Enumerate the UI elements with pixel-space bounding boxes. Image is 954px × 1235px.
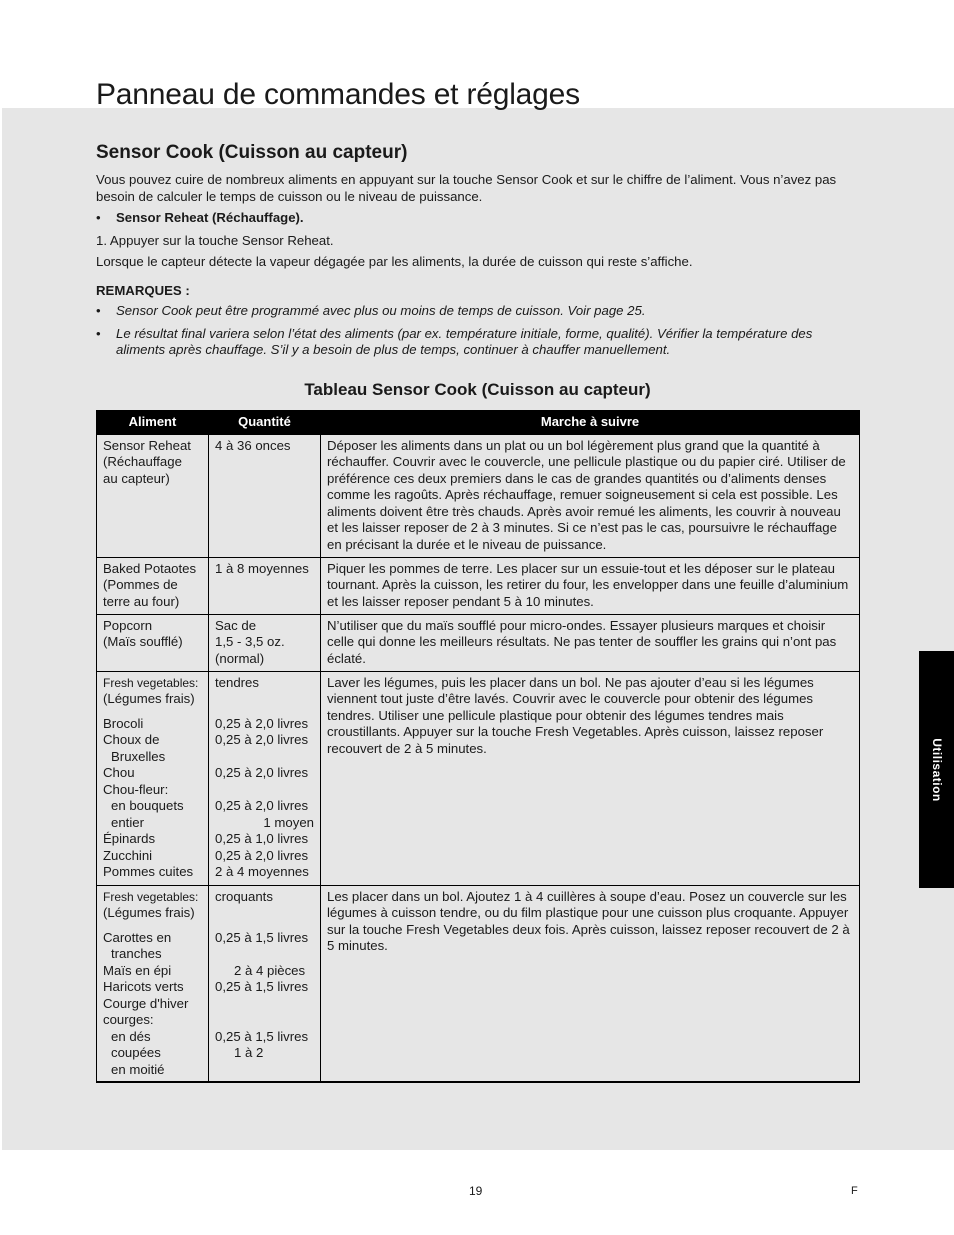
cell-aliment: [97, 557, 209, 614]
cell-line: 0,25 à 1,5 livres: [215, 1028, 309, 1044]
table-row: [97, 434, 860, 557]
cell-line: (Réchauffage: [103, 454, 182, 469]
cell-line: entier: [111, 814, 144, 830]
cell-line: en moitié: [111, 1061, 165, 1077]
cell-line: (Pommes de: [103, 577, 178, 592]
bullet-mark: •: [96, 303, 101, 318]
table-header-row: [97, 410, 860, 434]
cell-line: Maïs en épi: [103, 962, 172, 978]
cell-line: 0,25 à 2,0 livres: [215, 847, 309, 863]
table-row: [97, 557, 860, 614]
cell-quantite: [209, 614, 321, 671]
cell-line: 0,25 à 1,5 livres: [215, 979, 309, 994]
cell-line: 0,25 à 2,0 livres: [215, 715, 309, 731]
after-text: Lorsque le capteur détecte la vapeur dégagée par les aliments, la durée de cuisson qui reste s’affiche.: [96, 254, 693, 269]
bullet-mark: •: [96, 325, 101, 341]
cell-line: 1 à 2: [234, 1045, 264, 1060]
intro-paragraph: Vous pouvez cuire de nombreux aliments en appuyant sur la touche Sensor Cook et sur le chiffre de l’aliment. Vous n’avez pas besoin de calculer le temps de cuisson ou le niveau de puissance.: [96, 172, 837, 204]
step-text: 1. Appuyer sur la touche Sensor Reheat.: [96, 232, 334, 248]
cell-line: Bruxelles: [111, 748, 166, 764]
cell-line: Haricots verts: [103, 979, 184, 994]
cell-line: courges:: [103, 1012, 154, 1027]
table-row: [97, 614, 860, 671]
cell-line: 0,25 à 2,0 livres: [215, 765, 309, 780]
cell-line: 2 à 4 moyennes: [215, 864, 309, 879]
page-number: 19: [469, 1184, 483, 1198]
cell-marche: Les placer dans un bol. Ajoutez 1 à 4 cuillères à soupe d’eau. Posez un couvercle sur les légumes à cuisson tendre, ou du film plastique pour une cuisson plus croquante. Appuyer sur la touche Fresh Vegetables deux fois. Après cuisson, laissez reposer recouvert de 2 à 5 minutes.: [321, 885, 860, 1082]
cell-aliment: [97, 885, 209, 1082]
cell-marche: Laver les légumes, puis les placer dans un bol. Ne pas ajouter d’eau si les légumes viennent tout juste d’être lavés. Couvrir avec le couvercle pour obtenir des légumes tendres. Utiliser une pellicule plastique pour obtenir des légumes tendres mais croustillants. Appuyer sur la touche Fresh Vegetables. Après cuisson, laissez reposer recouvert de 2 à 5 minutes.: [321, 671, 860, 885]
cell-line: Carottes en: [103, 929, 172, 945]
cell-line: Sensor Reheat: [103, 437, 191, 453]
side-tab-label: Utilisation: [929, 737, 944, 802]
remark-text: Sensor Cook peut être programmé avec plus ou moins de temps de cuisson. Voir page 25.: [116, 303, 646, 318]
cell-quantite: [209, 434, 321, 557]
cell-line: Courge d'hiver: [103, 995, 189, 1011]
cell-quantite: [209, 557, 321, 614]
cell-line: 2 à 4 pièces: [234, 962, 306, 978]
header-marche: Marche à suivre: [321, 410, 860, 434]
remarks-label: REMARQUES :: [96, 282, 190, 298]
cell-line: 1 moyen: [263, 814, 314, 830]
remark-item: [96, 326, 859, 359]
content: [96, 140, 859, 1083]
bullet-text: Sensor Reheat (Réchauffage).: [116, 210, 304, 225]
cell-line: Chou-fleur:: [103, 781, 169, 797]
remark-item: [96, 303, 859, 320]
side-tab: [919, 651, 954, 888]
header-quantite: Quantité: [209, 410, 321, 434]
cell-line: 0,25 à 1,5 livres: [215, 929, 309, 945]
page-title: Panneau de commandes et réglages: [96, 78, 580, 111]
cell-line: Épinards: [103, 831, 156, 846]
cell-aliment: [97, 614, 209, 671]
cell-line: croquants: [215, 888, 273, 904]
cell-quantite: [209, 671, 321, 885]
cell-line: Sac de: [215, 617, 257, 633]
cell-marche: Déposer les aliments dans un plat ou un bol légèrement plus grand que la quantité à réchauffer. Couvrir avec le couvercle, une pellicule plastique ou du papier ciré. Utiliser de préférence ces deux premiers dans le cas de grandes quantités ou d’aliments denses comme les ragoûts. Après réchauffage, remuer soigneusement si cela est possible. Les aliments doivent être très chauds. Après avoir remué les aliments, les couvrir à nouveau et les laisser reposer de 2 à 3 minutes. Si ce n’est pas le cas, poursuivre le réchauffage en précisant la durée et le niveau de puissance.: [321, 434, 860, 557]
cell-quantite: [209, 885, 321, 1082]
cell-line: Fresh vegetables:: [103, 889, 199, 904]
cell-line: Choux de: [103, 732, 160, 747]
cell-line: 0,25 à 2,0 livres: [215, 732, 309, 747]
cell-line: Chou: [103, 765, 135, 780]
cell-line: Baked Potaotes: [103, 560, 197, 576]
cell-line: terre au four): [103, 593, 180, 609]
cell-line: 0,25 à 1,0 livres: [215, 831, 309, 846]
cell-line: Popcorn: [103, 617, 153, 633]
table-title: Tableau Sensor Cook (Cuisson au capteur): [304, 379, 651, 399]
cell-line: (Maïs soufflé): [103, 634, 183, 649]
cell-line: 1 à 8 moyennes: [215, 560, 309, 576]
language-marker: F: [851, 1185, 858, 1197]
cell-line: en dés coupées: [111, 1028, 161, 1060]
cell-line: Fresh vegetables:: [103, 675, 199, 690]
sensor-cook-table: [96, 410, 860, 1084]
table-row: [97, 885, 860, 1082]
cell-line: 1,5 - 3,5 oz.: [215, 634, 285, 649]
table-row: [97, 671, 860, 885]
section-title: Sensor Cook (Cuisson au capteur): [96, 142, 408, 163]
cell-line: 0,25 à 2,0 livres: [215, 798, 309, 813]
cell-marche: N’utiliser que du maïs soufflé pour micro-ondes. Essayer plusieurs marques et choisir celle qui donne les meilleurs résultats. Ne pas tenter de souffler les grains qui n’ont pas éclaté.: [321, 614, 860, 671]
cell-line: tendres: [215, 674, 259, 690]
cell-aliment: [97, 671, 209, 885]
bullet-item: [96, 210, 859, 227]
cell-line: Pommes cuites: [103, 864, 194, 879]
cell-line: au capteur): [103, 470, 170, 486]
cell-line: Brocoli: [103, 715, 144, 731]
cell-line: Zucchini: [103, 847, 153, 863]
header-aliment: Aliment: [97, 410, 209, 434]
cell-aliment: [97, 434, 209, 557]
cell-marche: Piquer les pommes de terre. Les placer sur un essuie-tout et les déposer sur le plateau tournant. Après la cuisson, les retirer du four, les envelopper dans une feuille d’aluminium et les laisser reposer pendant 5 à 10 minutes.: [321, 557, 860, 614]
cell-line: (Légumes frais): [103, 905, 195, 920]
bullet-mark: •: [96, 210, 101, 225]
cell-line: (normal): [215, 650, 265, 666]
cell-line: en bouquets: [111, 798, 184, 813]
cell-line: tranches: [111, 946, 162, 961]
remark-text: Le résultat final variera selon l’état des aliments (par ex. température initiale, forme, qualité). Vérifier la température des aliments après chauffage. S’il y a besoin de plus de temps, continuer à chauffer manuellement.: [116, 325, 813, 357]
cell-line: (Légumes frais): [103, 691, 195, 706]
cell-line: 4 à 36 onces: [215, 437, 291, 453]
